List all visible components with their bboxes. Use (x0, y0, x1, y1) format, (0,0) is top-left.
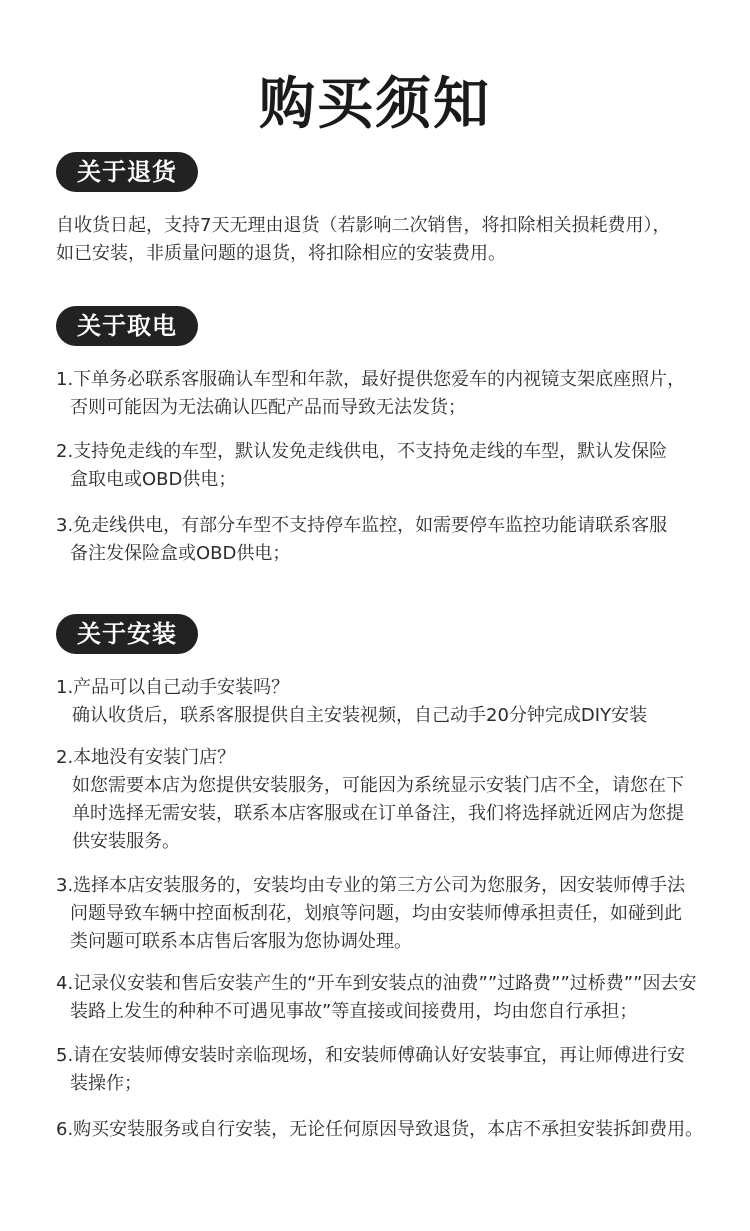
text-line: 1.下单务必联系客服确认车型和年款，最好提供您爱车的内视镜支架底座照片， (56, 369, 686, 390)
returns-paragraph (56, 212, 736, 268)
install-item-1 (56, 674, 736, 730)
text-line: 盒取电或OBD供电； (70, 469, 237, 490)
section-heading-returns: 关于退货 (56, 152, 198, 192)
install-item-4 (56, 970, 736, 1026)
text-line: 6.购买安装服务或自行安装，无论任何原因导致退货，本店不承担安装拆卸费用。 (56, 1119, 704, 1140)
text-line: 类问题可联系本店售后客服为您协调处理。 (70, 931, 412, 952)
section-heading-install: 关于安装 (56, 614, 198, 654)
text-line: 否则可能因为无法确认匹配产品而导致无法发货； (70, 397, 466, 418)
page-title: 购买须知 (259, 72, 491, 137)
text-line: 2.支持免走线的车型，默认发免走线供电，不支持免走线的车型，默认发保险 (56, 441, 668, 462)
text-line: 自收货日起，支持7天无理由退货（若影响二次销售，将扣除相关损耗费用）， (56, 215, 671, 236)
text-line: 装路上发生的种种不可遇见事故”等直接或间接费用，均由您自行承担； (70, 1001, 638, 1022)
text-line: 单时选择无需安装，联系本店客服或在订单备注，我们将选择就近网店为您提 (72, 803, 684, 824)
text-line: 1.产品可以自己动手安装吗？ (56, 677, 290, 698)
power-item-2 (56, 438, 736, 494)
install-item-6 (56, 1116, 736, 1144)
text-line: 备注发保险盒或OBD供电； (70, 543, 291, 564)
text-line: 3.选择本店安装服务的，安装均由专业的第三方公司为您服务，因安装师傅手法 (56, 875, 686, 896)
install-item-2 (56, 744, 736, 856)
install-item-3 (56, 872, 736, 956)
text-line: 问题导致车辆中控面板刮花，划痕等问题，均由安装师傅承担责任，如碰到此 (70, 903, 682, 924)
text-line: 4.记录仪安装和售后安装产生的“开车到安装点的油费””过路费””过桥费””因去安 (56, 973, 697, 994)
text-line: 装操作； (70, 1073, 142, 1094)
text-line: 确认收货后，联系客服提供自主安装视频，自己动手20分钟完成DIY安装 (72, 705, 648, 726)
text-line: 2.本地没有安装门店？ (56, 747, 236, 768)
text-line: 如您需要本店为您提供安装服务，可能因为系统显示安装门店不全，请您在下 (72, 775, 684, 796)
text-line: 5.请在安装师傅安装时亲临现场，和安装师傅确认好安装事宜，再让师傅进行安 (56, 1045, 686, 1066)
text-line: 如已安装，非质量问题的退货，将扣除相应的安装费用。 (56, 243, 506, 264)
power-item-1 (56, 366, 736, 422)
install-item-5 (56, 1042, 736, 1098)
section-heading-power: 关于取电 (56, 306, 198, 346)
power-item-3 (56, 512, 736, 568)
text-line: 3.免走线供电，有部分车型不支持停车监控，如需要停车监控功能请联系客服 (56, 515, 668, 536)
text-line: 供安装服务。 (72, 831, 180, 852)
